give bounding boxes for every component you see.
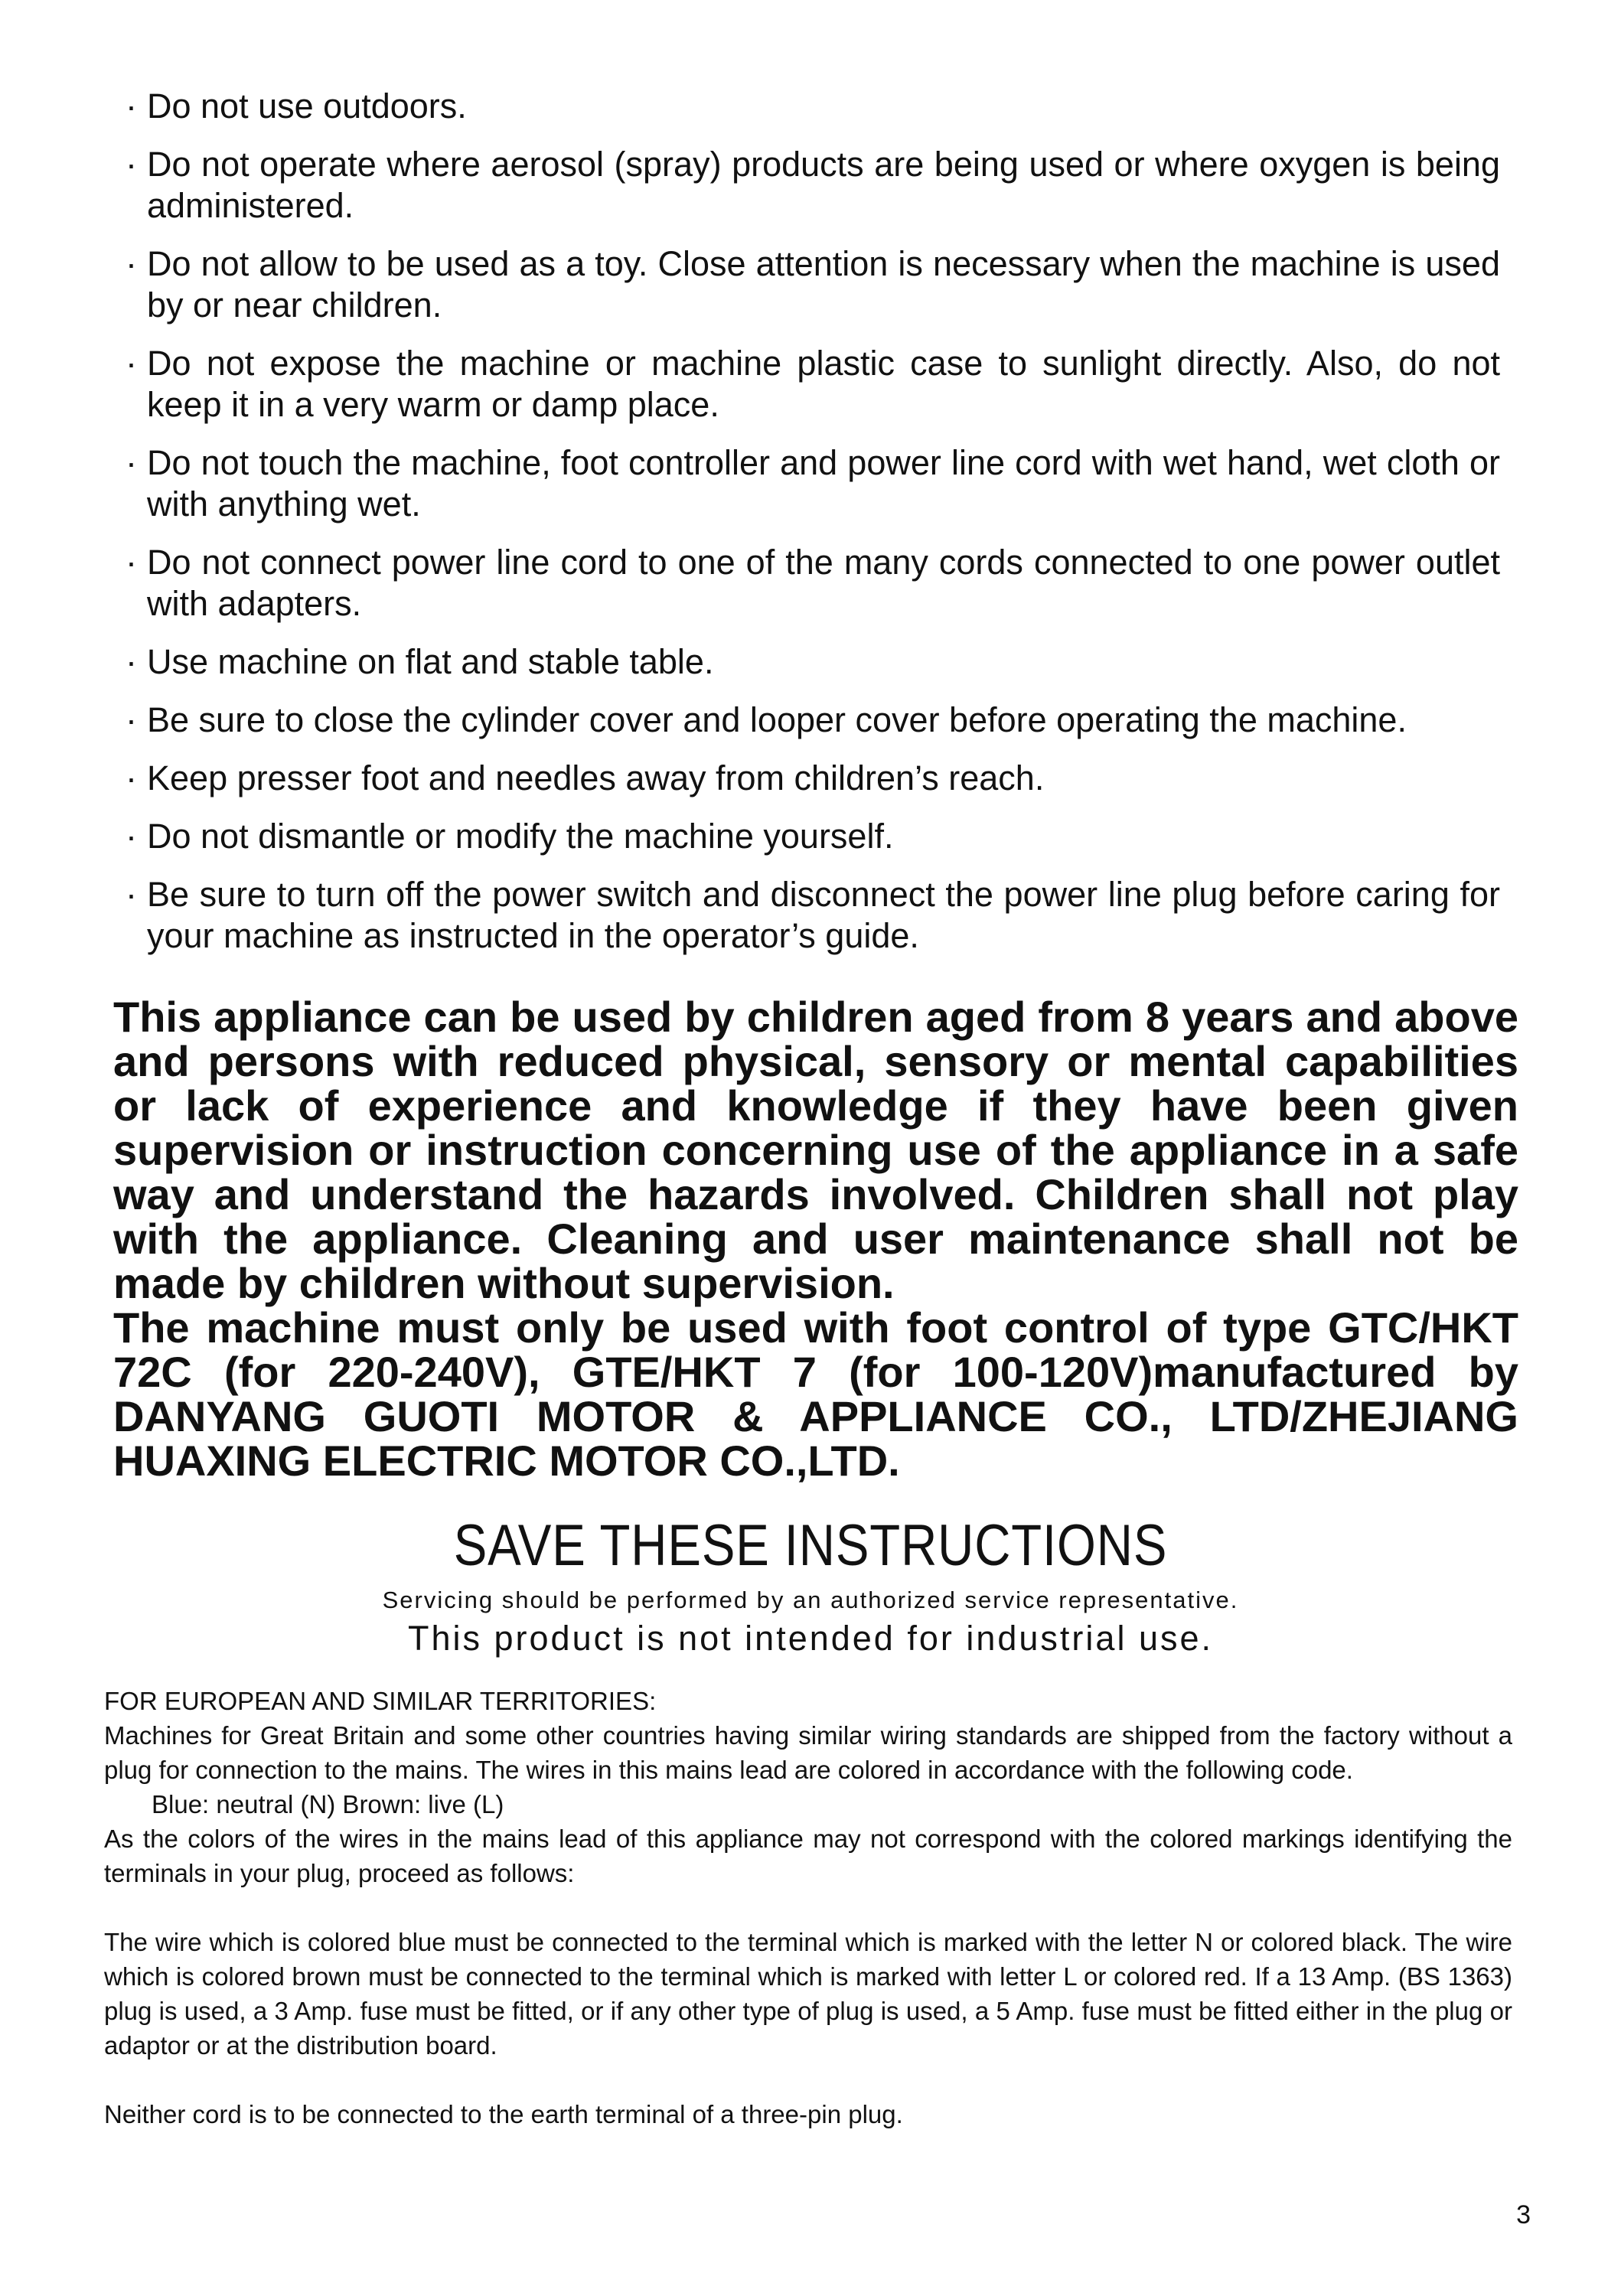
bullet-text: Be sure to turn off the power switch and disconnect the power line plug before caring for your machine as instructed in the operator’s guide. [147, 875, 1500, 955]
bullet-dot: · [126, 145, 137, 184]
bullet-dot: · [126, 344, 137, 383]
bullet-dot: · [126, 543, 137, 582]
bullet-text: Be sure to close the cylinder cover and looper cover before operating the machine. [147, 700, 1407, 739]
bullet-item [122, 243, 1500, 326]
earth-terminal-note: Neither cord is to be connected to the earth terminal of a three-pin plug. [104, 2100, 903, 2128]
bullet-item [122, 343, 1500, 426]
bullet-dot: · [126, 875, 137, 914]
wire-colors-note: As the colors of the wires in the mains lead of this appliance may not correspond with the colored markings identifying the terminals in your plug, proceed as follows: [104, 1825, 1512, 1887]
bullet-dot: · [126, 700, 137, 739]
european-intro: Machines for Great Britain and some other countries having similar wiring standards are shipped from the factory without a plug for connection to the mains. The wires in this mains lead are colored in accordance with the following code. [104, 1721, 1512, 1784]
bullet-dot: · [126, 244, 137, 283]
industrial-use-note: This product is not intended for industrial use. [408, 1619, 1213, 1658]
page-number: 3 [1516, 2200, 1531, 2229]
bullet-dot: · [126, 758, 137, 797]
bullet-text: Do not allow to be used as a toy. Close attention is necessary when the machine is used by or near children. [147, 244, 1500, 325]
wiring-instructions: The wire which is colored blue must be connected to the terminal which is marked with the letter N or colored black. The wire which is colored brown must be connected to the terminal which is marked with letter L or colored red. If a 13 Amp. (BS 1363) plug is used, a 3 Amp. fuse must be fitted, or if any other type of plug is used, a 5 Amp. fuse must be fitted either in the plug or adaptor or at the distribution board. [104, 1928, 1512, 2060]
bullet-item [122, 442, 1500, 525]
european-territories-section [104, 1684, 1512, 2131]
european-heading: FOR EUROPEAN AND SIMILAR TERRITORIES: [104, 1687, 657, 1715]
paragraph-gap [104, 2063, 1512, 2097]
bullet-item [122, 758, 1500, 799]
bullet-text: Keep presser foot and needles away from children’s reach. [147, 758, 1045, 797]
foot-control-paragraph: The machine must only be used with foot control of type GTC/HKT 72C (for 220-240V), GTE/HKT 7 (for 100-120V)manufactured by DANYANG GUOTI MOTOR & APPLIANCE CO., LTD/ZHEJIANG HUAXING ELECTRIC MOTOR CO.,LTD. [113, 1303, 1518, 1485]
bullet-dot: · [126, 642, 137, 681]
bullet-dot: · [126, 817, 137, 856]
children-warning-paragraph: This appliance can be used by children aged from 8 years and above and persons with reduced physical, sensory or mental capabilities or lack of experience and knowledge if they have been given supervision or instruction concerning use of the appliance in a safe way and understand the hazards involved. Children shall not play with the appliance. Cleaning and user maintenance shall not be made by children without supervision. [113, 993, 1518, 1307]
bullet-text: Do not use outdoors. [147, 86, 467, 126]
bullet-dot: · [126, 443, 137, 482]
bullet-item [122, 874, 1500, 957]
safety-bullet-list [122, 86, 1500, 974]
bullet-text: Do not connect power line cord to one of the many cords connected to one power outlet with adapters. [147, 543, 1500, 623]
bullet-text: Do not dismantle or modify the machine yourself. [147, 817, 894, 856]
bullet-text: Do not operate where aerosol (spray) products are being used or where oxygen is being administered. [147, 145, 1500, 225]
servicing-note: Servicing should be performed by an authorized service representative. [382, 1587, 1239, 1613]
bullet-dot: · [126, 86, 137, 126]
bullet-text: Do not expose the machine or machine plastic case to sunlight directly. Also, do not keep it in a very warm or damp place. [147, 344, 1500, 424]
bullet-item [122, 144, 1500, 227]
bullet-item [122, 86, 1500, 127]
save-instructions-section [0, 1512, 1621, 1660]
appliance-warning [113, 995, 1518, 1483]
bullet-item [122, 816, 1500, 857]
bullet-item [122, 542, 1500, 625]
bullet-text: Do not touch the machine, foot controller and power line cord with wet hand, wet cloth or with anything wet. [147, 443, 1500, 523]
wire-color-code: Blue: neutral (N) Brown: live (L) [152, 1790, 504, 1818]
bullet-item [122, 641, 1500, 683]
paragraph-gap [104, 1890, 1512, 1925]
bullet-item [122, 700, 1500, 741]
bullet-text: Use machine on flat and stable table. [147, 642, 714, 681]
save-instructions-title: SAVE THESE INSTRUCTIONS [453, 1513, 1168, 1578]
